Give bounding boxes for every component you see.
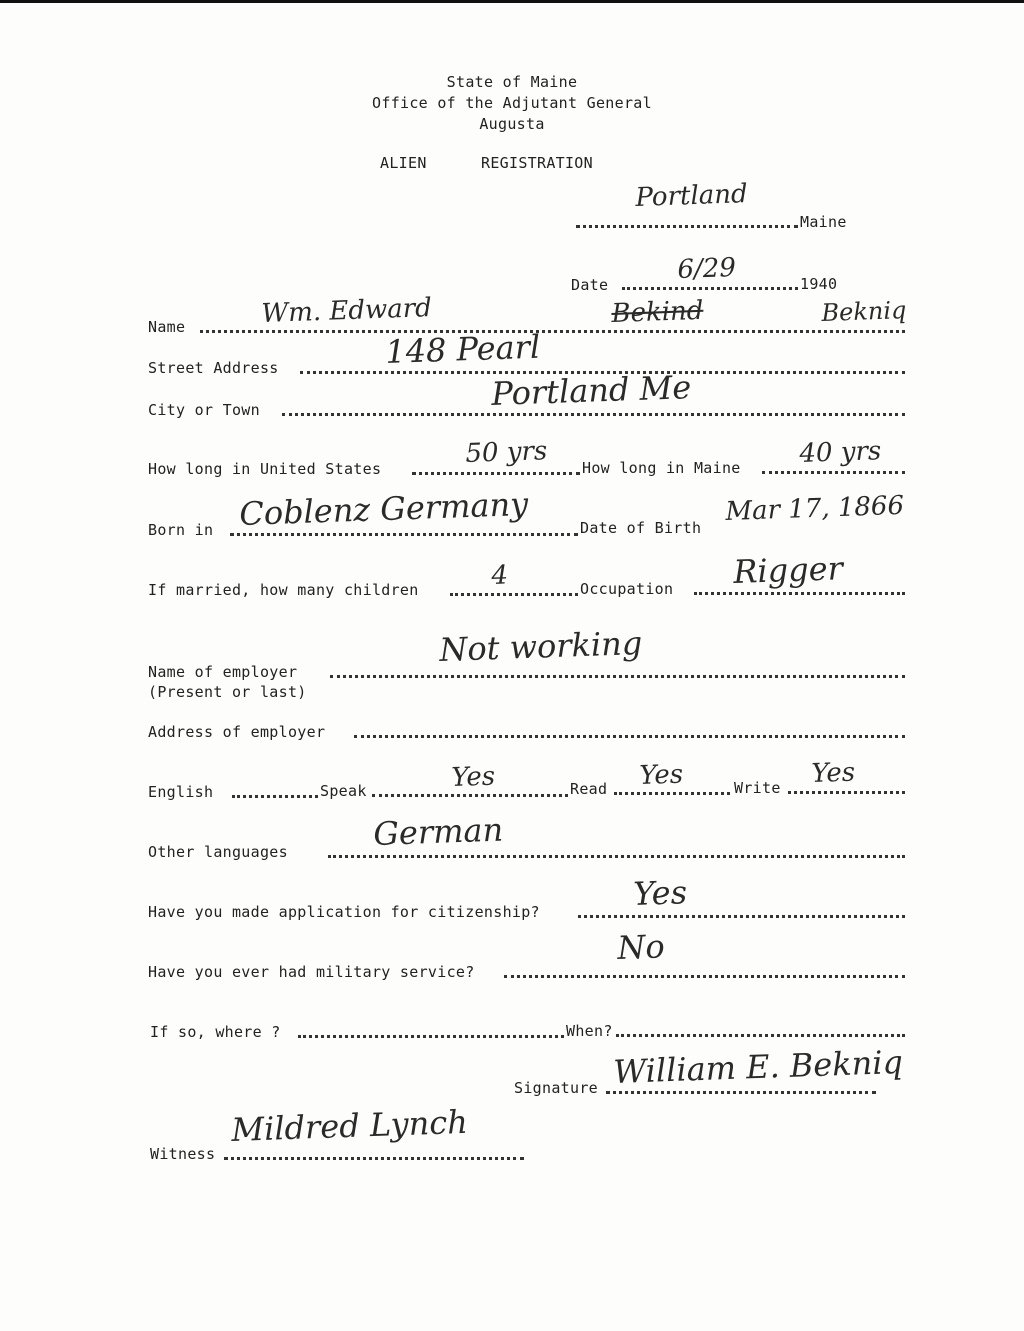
write-label: Write (734, 779, 781, 797)
name-correction: Bekniq (821, 296, 907, 327)
born-label: Born in (148, 521, 214, 539)
write-dots (788, 791, 905, 794)
born-value: Coblenz Germany (238, 484, 529, 533)
when-label: When? (566, 1022, 613, 1040)
read-label: Read (570, 780, 608, 798)
place-suffix: Maine (800, 213, 847, 231)
date-dots (622, 287, 798, 290)
speak-dots (372, 794, 568, 797)
maine-years-value: 40 yrs (798, 436, 882, 469)
dob-label: Date of Birth (580, 519, 702, 537)
write-value: Yes (810, 757, 856, 789)
signature-label: Signature (514, 1079, 598, 1097)
dob-value: Mar 17, 1866 (724, 490, 905, 527)
read-value: Yes (638, 759, 684, 791)
speak-label: Speak (320, 782, 367, 800)
maine-years-label: How long in Maine (582, 459, 741, 477)
us-years-value: 50 yrs (464, 436, 548, 469)
employer-address-dots (354, 735, 905, 738)
citizenship-label: Have you made application for citizenship? (148, 903, 540, 921)
where-dots (298, 1035, 564, 1038)
employer-address-label: Address of employer (148, 723, 326, 741)
children-dots (450, 593, 578, 596)
city-value: Portland Me (490, 368, 692, 413)
military-value: No (616, 927, 666, 967)
form-title-alien: ALIEN (380, 154, 427, 172)
employer-label: Name of employer (148, 663, 298, 681)
military-dots (504, 975, 905, 978)
other-languages-label: Other languages (148, 843, 288, 861)
where-label: If so, where ? (150, 1023, 281, 1041)
other-languages-dots (328, 855, 905, 858)
speak-value: Yes (450, 761, 496, 793)
occupation-label: Occupation (580, 580, 674, 598)
us-years-dots (412, 472, 580, 475)
date-year: 1940 (800, 275, 838, 293)
occupation-dots (694, 592, 905, 595)
name-label: Name (148, 318, 186, 336)
name-struck: Bekind (610, 295, 704, 329)
city-dots (282, 413, 905, 416)
date-value: 6/29 (676, 252, 737, 285)
signature-value: William E. Bekniq (612, 1042, 904, 1091)
read-dots (614, 792, 730, 795)
witness-dots (224, 1157, 524, 1160)
us-years-label: How long in United States (148, 460, 382, 478)
when-dots (616, 1034, 905, 1037)
english-dots (232, 795, 318, 798)
place-value: Portland (634, 179, 749, 213)
children-value: 4 (490, 560, 509, 591)
born-dots (230, 533, 578, 536)
employer-sublabel: (Present or last) (148, 683, 307, 701)
children-label: If married, how many children (148, 581, 419, 599)
street-label: Street Address (148, 359, 279, 377)
form-title-registration: REGISTRATION (481, 154, 593, 172)
other-languages-value: German (372, 810, 504, 853)
city-label: City or Town (148, 401, 260, 419)
signature-dots (606, 1091, 876, 1094)
employer-value: Not working (438, 623, 643, 669)
citizenship-dots (578, 915, 905, 918)
witness-value: Mildred Lynch (230, 1102, 469, 1149)
witness-label: Witness (150, 1145, 216, 1163)
maine-years-dots (762, 471, 905, 474)
english-label: English (148, 783, 214, 801)
military-label: Have you ever had military service? (148, 963, 475, 981)
name-value: Wm. Edward (260, 293, 433, 329)
header-state: State of Maine (446, 73, 578, 91)
name-dots (200, 330, 905, 333)
header-office: Office of the Adjutant General (372, 94, 652, 112)
citizenship-value: Yes (632, 873, 688, 913)
employer-dots (330, 675, 905, 678)
street-value: 148 Pearl (384, 327, 541, 371)
occupation-value: Rigger (732, 549, 844, 591)
header-city: Augusta (479, 115, 545, 133)
place-dots (576, 225, 798, 228)
date-label: Date (571, 276, 609, 294)
